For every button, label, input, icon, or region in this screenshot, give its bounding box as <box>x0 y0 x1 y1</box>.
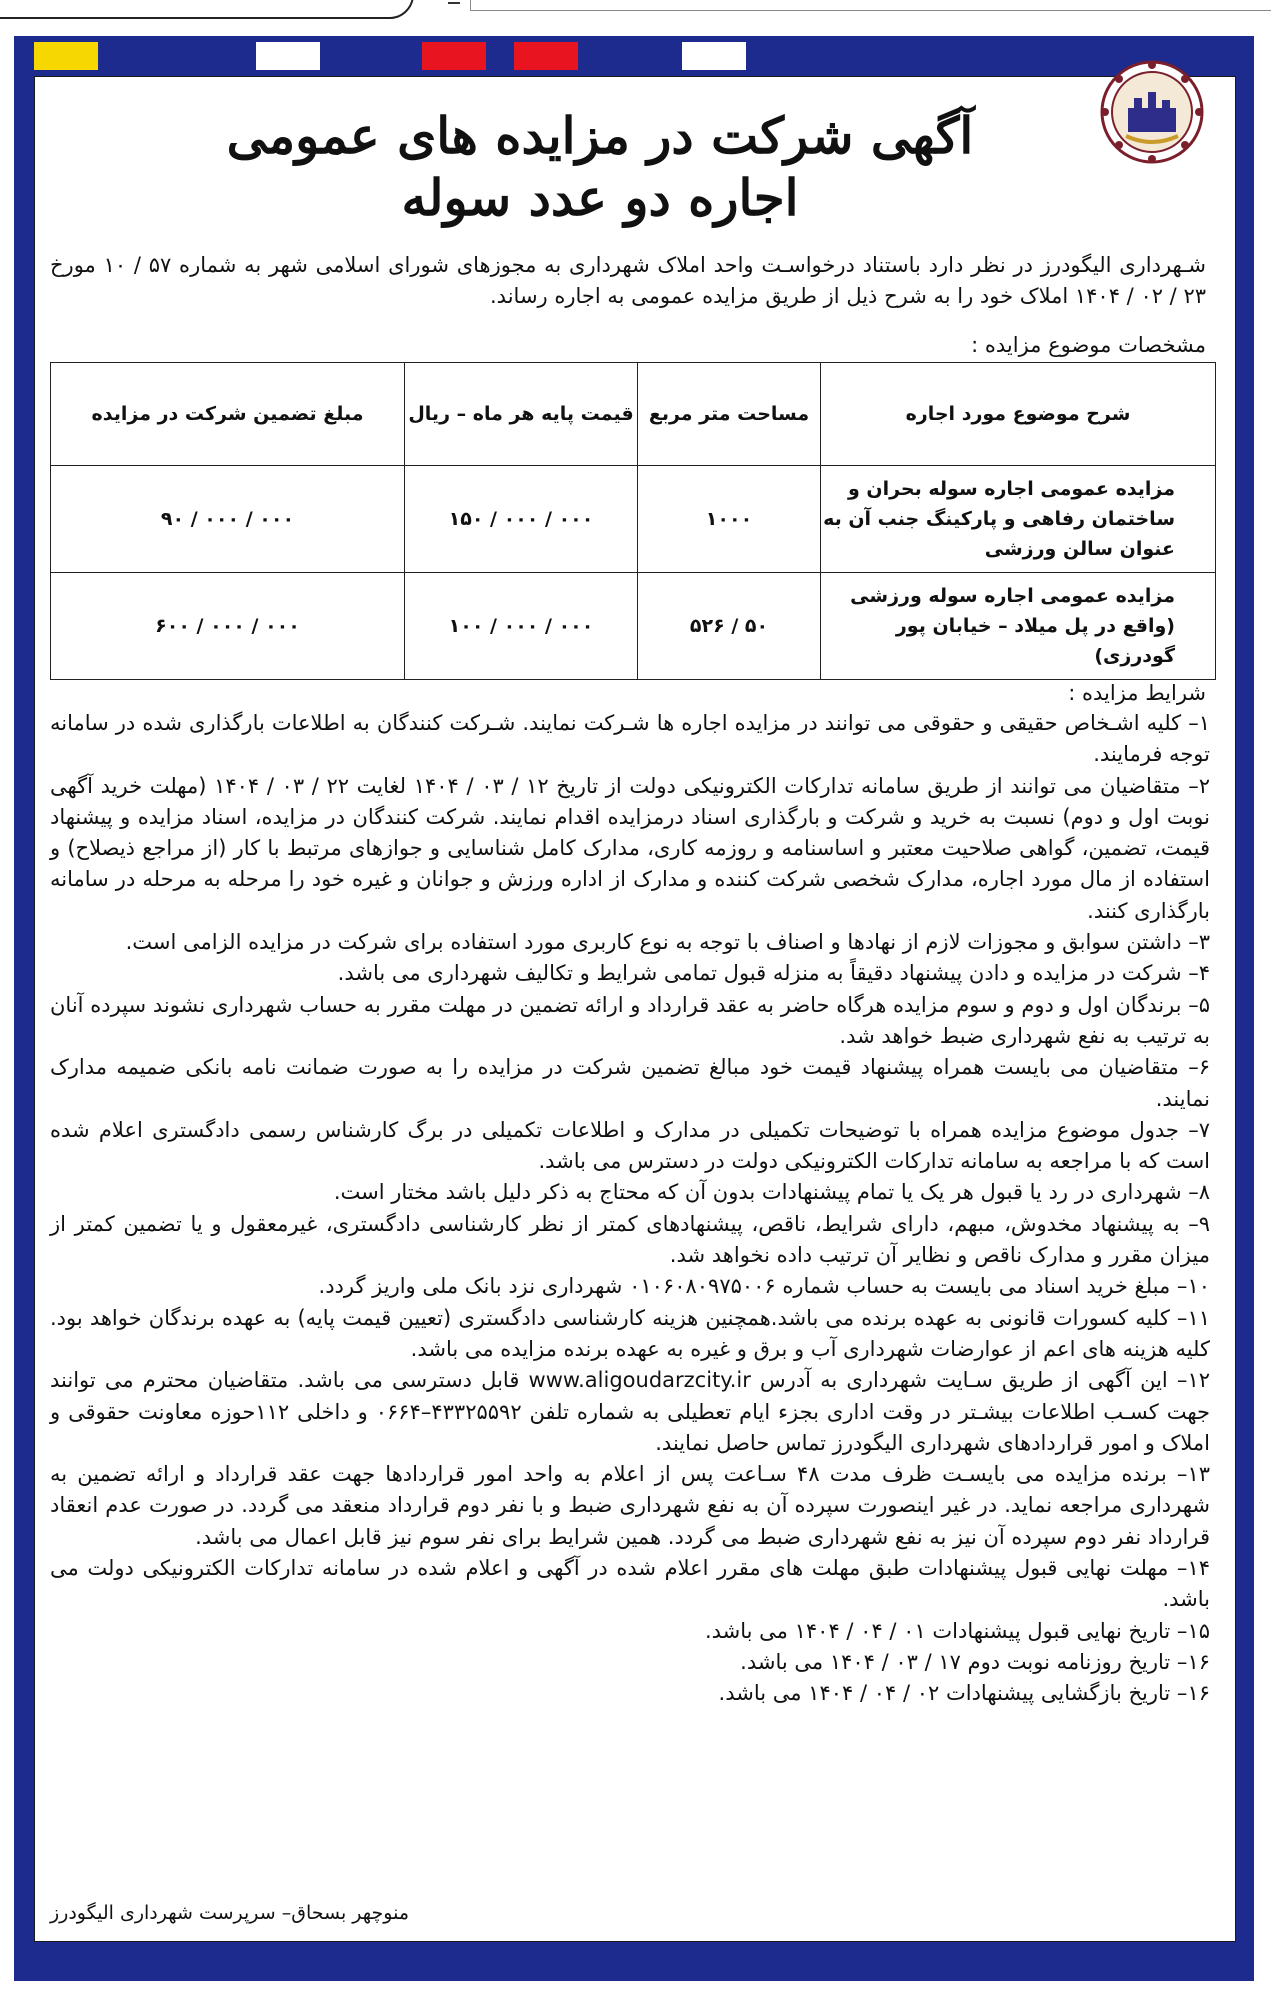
previous-page-scrap <box>0 0 1272 28</box>
condition-item: ۷– جدول موضوع مزایده همراه با توضیحات تکمیلی در مدارک و اطلاعات تکمیلی در برگ کارشناس رسمی دادگستری اعلام شده است که با مراجعه به سامانه تدارکات الکترونیکی دولت در دسترس می باشد. <box>50 1117 1210 1174</box>
flag-red-2 <box>514 42 578 70</box>
flag-red-1 <box>422 42 486 70</box>
condition-item: ۱۶– تاریخ بازگشایی پیشنهادات ۰۲ / ۰۴ / ۱۴۰۴ می باشد. <box>718 1681 1210 1706</box>
condition-item: ۱۶– تاریخ روزنامه نوبت دوم ۱۷ / ۰۳ / ۱۴۰۴ می باشد. <box>740 1649 1210 1674</box>
condition-item: ۱۵– تاریخ نهایی قبول پیشنهادات ۰۱ / ۰۴ / ۱۴۰۴ می باشد. <box>704 1618 1210 1643</box>
conditions-heading: شرایط مزایده : <box>1068 681 1206 705</box>
condition-item: ۱۱– کلیه کسورات قانونی به عهده برنده می باشد.همچنین هزینه کارشناسی دادگستری (تعیین قیمت پایه) به عهده برندگان خواهد بود. کلیه هزینه های اعم از عوارضات شهرداری آب و برق و غیره به عهده برنده مزایده می باشد. <box>50 1305 1210 1361</box>
header-deposit: مبلغ تضمین شرکت در مزایده <box>51 363 405 466</box>
row2-deposit: ۰۰۰ / ۰۰۰ / ۶۰۰ <box>51 573 405 680</box>
auction-table <box>50 362 1216 680</box>
table-header-row <box>51 363 1216 466</box>
condition-item: ۴– شرکت در مزایده و دادن پیشنهاد دقیقاً به منزله قبول تمامی شرایط و تکالیف شهرداری می باشد. <box>337 961 1210 986</box>
signature: منوچهر بسحاق– سرپرست شهرداری الیگودرز <box>50 1902 410 1924</box>
row1-base-price: ۰۰۰ / ۰۰۰ / ۱۵۰ <box>405 466 638 573</box>
previous-page-box <box>470 0 1271 11</box>
condition-item: ۲– متقاضیان می توانند از طریق سامانه تدارکات الکترونیکی دولت از تاریخ ۱۲ / ۰۳ / ۱۴۰۴ لغایت ۲۲ / ۰۳ / ۱۴۰۴ (مهلت خرید آگهی نوبت اول و دوم) نسبت به خرید و شرکت و بارگذاری اسناد درمزایده اقدام نمایند. شرکت کنندگان در مزایده، اسناد مزایده و پیشنهاد قیمت، تضمین، گواهی صلاحیت معتبر و اساسنامه و روزمه کاری، مدارک کامل شناسایی و جوازهای مرتبط با کار (از مراجع ذیصلاح) و استفاده از مال مورد اجاره، مدارک شخصی شرکت کننده و مدارک از اداره ورزش و جوانان و غیره خود را مرحله به مرحله در سامانه بارگذاری کنند. <box>50 773 1211 923</box>
ad-title-line2: اجاره دو عدد سوله <box>401 168 799 227</box>
ad-title-line1: آگهی شرکت در مزایده های عمومی <box>226 106 974 165</box>
flag-white-1 <box>256 42 320 70</box>
condition-item: ۱۳– برنده مزایده می بایسـت ظرف مدت ۴۸ سـاعت پس از اعلام به واحد امور قراردادها جهت عقد قرارداد و ارائه تضمین به شهرداری مراجعه نماید. در غیر اینصورت سپرده آن به نفع شهرداری ضبط و با نفر دوم قرارداد منعقد می گردد. در صورت عدم انعقاد قرارداد نفر دوم سپرده آن نیز به نفع شهرداری ضبط می گردد. همین شرایط برای نفر سوم نیز قابل اعمال می باشد. <box>50 1462 1210 1549</box>
flag-white-2 <box>682 42 746 70</box>
condition-item: ۵– برندگان اول و دوم و سوم مزایده هرگاه حاضر به عقد قرارداد و ارائه تضمین در مهلت مقرر به حساب شهرداری نشوند سپرده آنان به ترتیب به نفع شهرداری ضبط خواهد شد. <box>50 992 1210 1048</box>
condition-item: ۶– متقاضیان می بایست همراه پیشنهاد قیمت خود مبالغ تضمین شرکت در مزایده را به صورت ضمانت نامه بانکی ضمیمه مدارک نمایند. <box>50 1055 1210 1111</box>
row2-base-price: ۰۰۰ / ۰۰۰ / ۱۰۰ <box>405 573 638 680</box>
intro-paragraph: شـهرداری الیگودرز در نظر دارد باستناد درخواسـت واحد املاک شهرداری به مجوزهای شورای اسلامی شهر به شماره ۵۷ / ۱۰ مورخ ۲۳ / ۰۲ / ۱۴۰۴ املاک خود را به شرح ذیل از طریق مزایده عمومی به اجاره رساند. <box>50 253 1206 308</box>
condition-item: ۱۴– مهلت نهایی قبول پیشنهادات طبق مهلت های مقرر اعلام شده در آگهی و اعلام شده در سامانه تدارکات الکترونیکی دولت می باشد. <box>50 1556 1210 1612</box>
row2-area: ۵۰ / ۵۲۶ <box>638 573 821 680</box>
flag-yellow <box>34 42 98 70</box>
header-base-price: قیمت پایه هر ماه – ریال <box>405 363 638 466</box>
condition-item: ۹– به پیشنهاد مخدوش، مبهم، دارای شرایط، ناقص، پیشنهادهای کمتر از نظر کارشناسی دادگستری، غیرمعقول و یا تضمین کمتر از میزان مقرر و مدارک ناقص و نظایر آن ترتیب داده نخواهد شد. <box>50 1211 1210 1268</box>
header-description: شرح موضوع مورد اجاره <box>821 363 1216 466</box>
header-area: مساحت متر مربع <box>638 363 821 466</box>
condition-item: ۱– کلیه اشـخاص حقیقی و حقوقی می توانند در مزایده اجاره ها شـرکت نمایند. شـرکت کنندگان به اطلاعات بارگذاری شده در سامانه توجه فرمایند. <box>50 711 1210 767</box>
row1-deposit: ۰۰۰ / ۰۰۰ / ۹۰ <box>51 466 405 573</box>
row1-area: ۱۰۰۰ <box>638 466 821 573</box>
spec-heading: مشخصات موضوع مزایده : <box>971 333 1206 357</box>
condition-item: ۳– داشتن سوابق و مجوزات لازم از نهادها و اصناف با توجه به نوع کاربری مورد استفاده برای شرکت در مزایده الزامی است. <box>125 930 1210 955</box>
condition-item: ۱۲– این آگهی از طریق سـایت شهرداری به آدرس www.aligoudarzcity.ir قابل دسترسی می باشد. متقاضیان محترم می توانند جهت کسـب اطلاعات بیشـتر در وقت اداری بجزء ایام تعطیلی به شماره تلفن ۴۳۳۲۵۵۹۲–۰۶۶۴ و داخلی ۱۱۲حوزه معاونت حقوقی و املاک و امور قراردادهای شهرداری الیگودرز تماس حاصل نمایند. <box>50 1368 1210 1455</box>
table-row <box>51 573 1216 680</box>
table-row <box>51 466 1216 573</box>
condition-item: ۱۰– مبلغ خرید اسناد می بایست به حساب شماره ۰۱۰۶۰۸۰۹۷۵۰۰۶ شهرداری نزد بانک ملی واریز گردد. <box>318 1274 1210 1299</box>
conditions-list <box>50 708 1210 1710</box>
condition-item: ۸– شهرداری در رد یا قبول هر یک یا تمام پیشنهادات بدون آن که محتاج به ذکر دلیل باشد مختار است. <box>333 1180 1210 1205</box>
row2-description: مزایده عمومی اجاره سوله ورزشی (واقع در پل میلاد – خیابان پور گودرزی) <box>821 573 1216 680</box>
previous-page-dash <box>448 2 460 4</box>
row1-description: مزایده عمومی اجاره سوله بحران و ساختمان رفاهی و پارکینگ جنب آن به عنوان سالن ورزشی <box>821 466 1216 573</box>
previous-page-oval <box>0 0 414 19</box>
